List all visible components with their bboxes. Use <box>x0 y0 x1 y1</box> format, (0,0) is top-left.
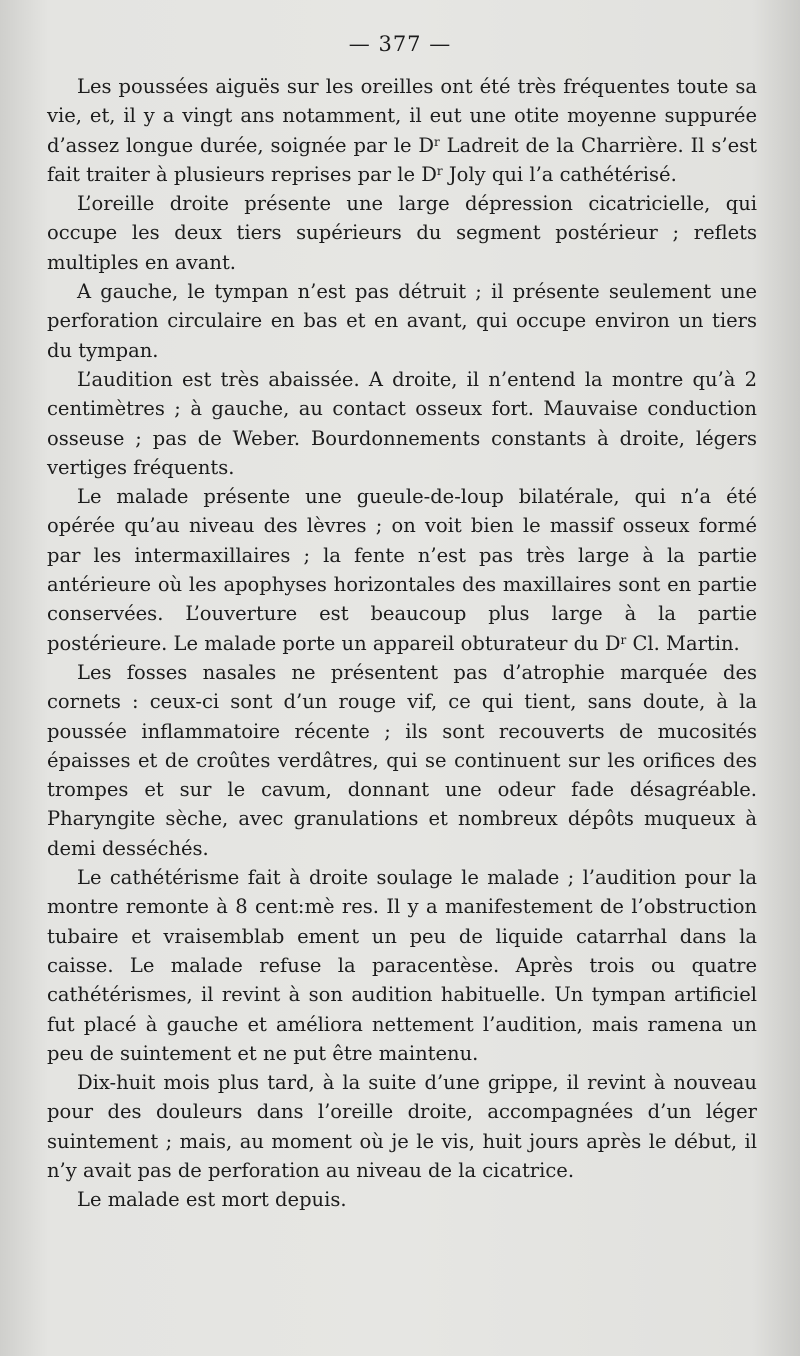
superscript: r <box>436 163 443 178</box>
superscript: r <box>620 632 627 647</box>
paragraph-text: Les fosses nasales ne présentent pas d’atrophie marquée des cornets : ceux-ci sont d’un rouge vif, ce qui tient, sans doute, à la poussée inflammatoire récente ; ils sont recouverts de mucosités épaisses et de croûtes verdâtres, qui se continuent sur les orifices des trompes et sur le cavum, donnant une odeur fade désagréable. Pharyngite sèche, avec granulations et nombreux dépôts muqueux à demi desséchés. <box>47 660 757 860</box>
paragraph-text: Cl. Martin. <box>626 631 740 655</box>
paragraph <box>47 1185 757 1214</box>
paragraph-text: Les poussées aiguës sur les oreilles ont été très fréquentes toute sa vie, et, il y a vingt ans notamment, il eut une otite moyenne suppurée d’assez longue durée, soignée par le D <box>47 75 757 157</box>
body-text <box>47 72 757 1215</box>
paragraph <box>47 482 757 658</box>
paragraph-text: A gauche, le tympan n’est pas détruit ; il présente seulement une perforation circulaire en bas et en avant, qui occupe environ un tiers du tympan. <box>47 280 757 362</box>
paragraph-text: L’audition est très abaissée. A droite, il n’entend la montre qu’à 2 centimètres ; à gauche, au contact osseux fort. Mauvaise conduction osseuse ; pas de Weber. Bourdonnements constants à droite, légers vertiges fréquents. <box>47 367 757 479</box>
paragraph-text: L’oreille droite présente une large dépression cicatricielle, qui occupe les deux tiers supérieurs du segment postérieur ; reflets multiples en avant. <box>47 192 757 274</box>
paragraph <box>47 1068 757 1185</box>
paragraph <box>47 189 757 277</box>
paragraph-text: Le malade présente une gueule-de-loup bilatérale, qui n’a été opérée qu’au niveau des lèvres ; on voit bien le massif osseux formé par les intermaxillaires ; la fente n’est pas très large à la partie antérieure où les apophyses horizontales des maxillaires sont en partie conservées. L’ouverture est beaucoup plus large à la partie postérieure. Le malade porte un appareil obturateur du D <box>47 485 757 655</box>
paragraph-text: Dix-huit mois plus tard, à la suite d’une grippe, il revint à nouveau pour des douleurs dans l’oreille droite, accompagnées d’un léger suintement ; mais, au moment où je le vis, huit jours après le début, il n’y avait pas de perforation au niveau de la cicatrice. <box>47 1071 757 1182</box>
paragraph <box>47 658 757 863</box>
paragraph-text: Le malade est mort depuis. <box>77 1188 347 1212</box>
page-number: — 377 — <box>348 32 452 56</box>
paragraph-text: Ladreit de la Charrière. Il s’est fait traiter à plusieurs reprises par le D <box>47 133 757 186</box>
paragraph <box>47 72 757 189</box>
superscript: r <box>434 134 440 149</box>
paragraph <box>47 863 757 1068</box>
paragraph <box>47 365 757 482</box>
paragraph-text: Joly qui l’a cathétérisé. <box>442 162 677 186</box>
paragraph-text: Le cathétérisme fait à droite soulage le malade ; l’audition pour la montre remonte à 8 cent:mè res. Il y a manifestement de l’obstruction tubaire et vraisemblab ement un peu de liquide catarrhal dans la caisse. Le malade refuse la paracentèse. Après trois ou quatre cathétérismes, il revint à son audition habituelle. Un tympan artificiel fut placé à gauche et améliora nettement l’audition, mais ramena un peu de suintement et ne put être maintenu. <box>47 866 757 1065</box>
paragraph <box>47 277 757 365</box>
